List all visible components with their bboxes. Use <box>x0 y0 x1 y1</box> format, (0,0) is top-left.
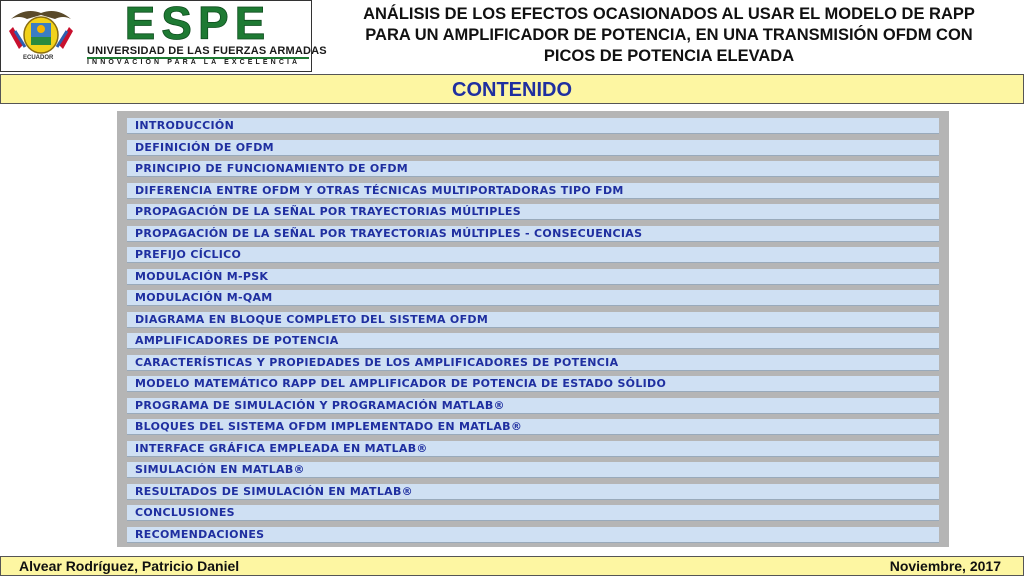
contents-item[interactable] <box>127 226 939 242</box>
contents-item-label: CONCLUSIONES <box>135 506 235 519</box>
contents-item[interactable] <box>127 290 939 306</box>
contents-item-label: PREFIJO CÍCLICO <box>135 248 242 261</box>
contents-item-label: BLOQUES DEL SISTEMA OFDM IMPLEMENTADO EN MATLAB® <box>135 420 523 433</box>
contents-item-label: MODELO MATEMÁTICO RAPP DEL AMPLIFICADOR DE POTENCIA DE ESTADO SÓLIDO <box>135 377 667 390</box>
footer-author: Alvear Rodríguez, Patricio Daniel <box>19 558 240 574</box>
contents-item[interactable] <box>127 441 939 457</box>
espe-logo-text: ESPE <box>124 3 272 43</box>
slide-title <box>318 4 1020 67</box>
contents-item-label: MODULACIÓN M-PSK <box>135 269 269 283</box>
title-line-2: PARA UN AMPLIFICADOR DE POTENCIA, EN UNA TRANSMISIÓN OFDM CON <box>365 26 973 44</box>
contents-item[interactable] <box>127 118 939 134</box>
contents-item-label: RECOMENDACIONES <box>135 527 265 541</box>
contents-item[interactable] <box>127 376 939 392</box>
crest-label: ECUADOR <box>23 55 54 61</box>
contents-item[interactable] <box>127 183 939 199</box>
contents-item-label: RESULTADOS DE SIMULACIÓN EN MATLAB® <box>135 484 413 498</box>
contents-item-label: AMPLIFICADORES DE POTENCIA <box>135 334 339 347</box>
contents-item[interactable] <box>127 355 939 371</box>
contents-item-label: CARACTERÍSTICAS Y PROPIEDADES DE LOS AMPLIFICADORES DE POTENCIA <box>135 355 619 369</box>
university-name: UNIVERSIDAD DE LAS FUERZAS ARMADAS <box>87 45 327 57</box>
contents-item[interactable] <box>127 312 939 328</box>
section-header <box>0 74 1024 104</box>
title-line-1: ANÁLISIS DE LOS EFECTOS OCASIONADOS AL USAR EL MODELO DE RAPP <box>363 5 975 23</box>
contents-item-label: PROPAGACIÓN DE LA SEÑAL POR TRAYECTORIAS MÚLTIPLES <box>135 205 521 218</box>
contents-item-label: PROGRAMA DE SIMULACIÓN Y PROGRAMACIÓN MATLAB® <box>135 398 505 412</box>
contents-item[interactable] <box>127 333 939 349</box>
footer-date: Noviembre, 2017 <box>889 558 1001 574</box>
contents-item-label: DEFINICIÓN DE OFDM <box>135 140 274 154</box>
contents-item-label: PROPAGACIÓN DE LA SEÑAL POR TRAYECTORIAS MÚLTIPLES - CONSECUENCIAS <box>135 226 643 240</box>
contents-item-label: PRINCIPIO DE FUNCIONAMIENTO DE OFDM <box>135 162 409 175</box>
contents-item[interactable] <box>127 247 939 263</box>
espe-wordmark <box>87 3 309 43</box>
footer-bar <box>0 556 1024 576</box>
contents-item-label: DIAGRAMA EN BLOQUE COMPLETO DEL SISTEMA OFDM <box>135 312 489 326</box>
espe-logo <box>0 0 327 72</box>
contents-item[interactable] <box>127 462 939 478</box>
contents-item[interactable] <box>127 161 939 177</box>
section-title: CONTENIDO <box>452 79 572 101</box>
contents-item[interactable] <box>127 398 939 414</box>
contents-item[interactable] <box>127 419 939 435</box>
contents-item-label: INTRODUCCIÓN <box>135 119 235 132</box>
contents-item-label: DIFERENCIA ENTRE OFDM Y OTRAS TÉCNICAS MULTIPORTADORAS TIPO FDM <box>135 183 624 197</box>
contents-item[interactable] <box>127 269 939 285</box>
contents-item[interactable] <box>127 527 939 543</box>
title-line-3: PICOS DE POTENCIA ELEVADA <box>543 47 795 65</box>
university-motto: INNOVACIÓN PARA LA EXCELENCIA <box>87 59 301 66</box>
contents-panel <box>117 111 949 547</box>
contents-item-label: INTERFACE GRÁFICA EMPLEADA EN MATLAB® <box>135 441 428 455</box>
contents-item-label: MODULACIÓN M-QAM <box>135 291 273 304</box>
contents-item[interactable] <box>127 140 939 156</box>
contents-item[interactable] <box>127 204 939 220</box>
contents-item[interactable] <box>127 484 939 500</box>
contents-item-label: SIMULACIÓN EN MATLAB® <box>135 463 305 476</box>
contents-item[interactable] <box>127 505 939 521</box>
header <box>0 0 1024 74</box>
